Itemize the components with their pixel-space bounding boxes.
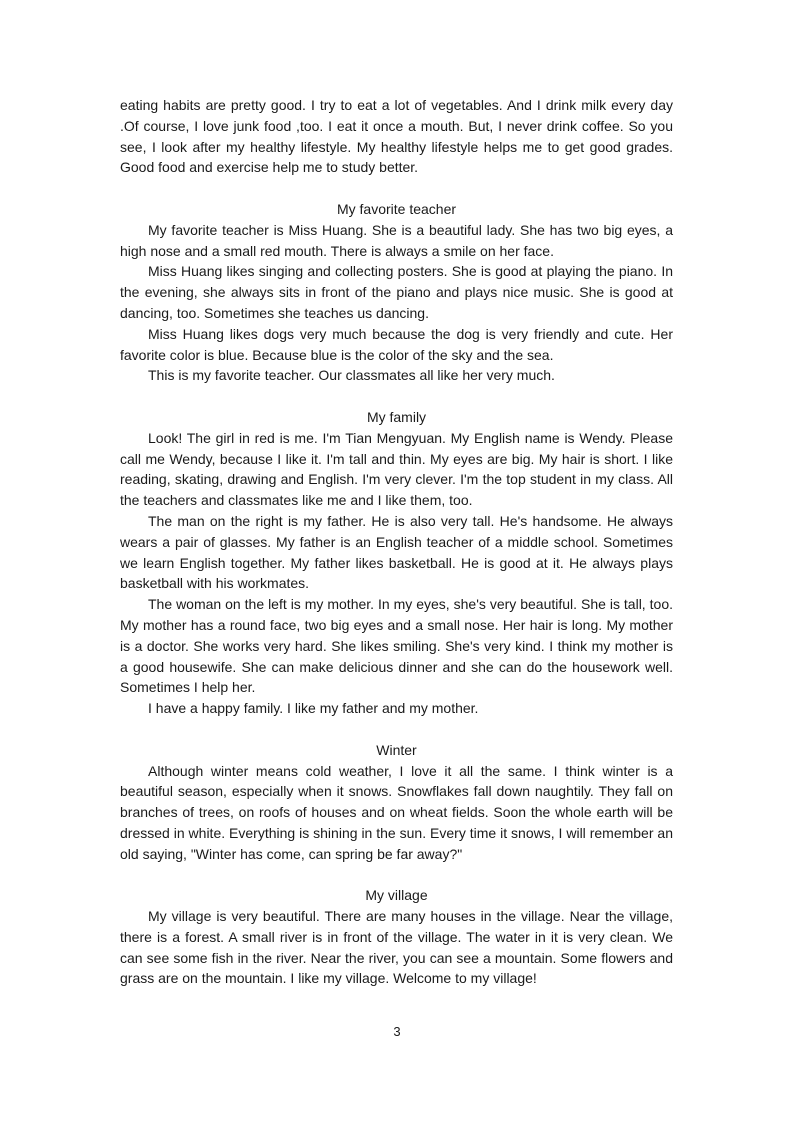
document-body: [120, 95, 673, 989]
section-my-village: [120, 885, 673, 989]
section-title: Winter: [376, 741, 417, 758]
paragraph: This is my favorite teacher. Our classmates all like her very much.: [148, 367, 555, 384]
intro-paragraph: eating habits are pretty good. I try to eat a lot of vegetables. And I drink milk every day .Of course, I love junk food ,too. I eat it once a mouth. But, I never drink coffee. So you see, I look after my healthy lifestyle. My healthy lifestyle helps me to get good grades. Good food and exercise help me to study better.: [120, 97, 673, 176]
paragraph: The woman on the left is my mother. In my eyes, she's very beautiful. She is tall, too. My mother has a round face, two big eyes and a small nose. Her hair is long. My mother is a doctor. She works very hard. She likes smiling. She's very kind. I think my mother is a good housewife. She can make delicious dinner and she can do the housework well. Sometimes I help her.: [120, 596, 673, 696]
paragraph: My favorite teacher is Miss Huang. She is a beautiful lady. She has two big eyes, a high nose and a small red mouth. There is always a smile on her face.: [120, 221, 673, 259]
paragraph: Miss Huang likes dogs very much because the dog is very friendly and cute. Her favorite color is blue. Because blue is the color of the sky and the sea.: [120, 325, 673, 363]
section-my-family: [120, 407, 673, 719]
paragraph: I have a happy family. I like my father and my mother.: [148, 700, 479, 717]
paragraph: Although winter means cold weather, I love it all the same. I think winter is a beautiful season, especially when it snows. Snowflakes fall down naughtily. They fall on branches of trees, on roofs of houses and on wheat fields. Soon the whole earth will be dressed in white. Everything is shining in the sun. Every time it snows, I will remember an old saying, "Winter has come, can spring be far away?": [120, 762, 673, 862]
paragraph: Miss Huang likes singing and collecting posters. She is good at playing the piano. In the evening, she always sits in front of the piano and plays nice music. She is good at dancing, too. Sometimes she teaches us dancing.: [120, 263, 673, 321]
section-title: My favorite teacher: [336, 200, 457, 217]
paragraph: The man on the right is my father. He is also very tall. He's handsome. He always wears a pair of glasses. My father is an English teacher of a middle school. Sometimes we learn English together. My father likes basketball. He is good at it. He always plays basketball with his workmates.: [120, 512, 673, 592]
section-favorite-teacher: [120, 199, 673, 386]
paragraph: My village is very beautiful. There are many houses in the village. Near the village, there is a forest. A small river is in front of the village. The water in it is very clean. We can see some fish in the river. Near the river, you can see a mountain. Some flowers and grass are on the mountain. I like my village. Welcome to my village!: [120, 908, 673, 987]
section-title: My family: [366, 408, 427, 425]
section-title: My village: [365, 887, 428, 904]
page-number: 3: [393, 1024, 401, 1039]
section-winter: [120, 740, 673, 865]
paragraph: Look! The girl in red is me. I'm Tian Mengyuan. My English name is Wendy. Please call me Wendy, because I like it. I'm tall and thin. My eyes are big. My hair is short. I like reading, skating, drawing and English. I'm very clever. I'm the top student in my class. All the teachers and classmates like me and I like them, too.: [120, 429, 673, 509]
